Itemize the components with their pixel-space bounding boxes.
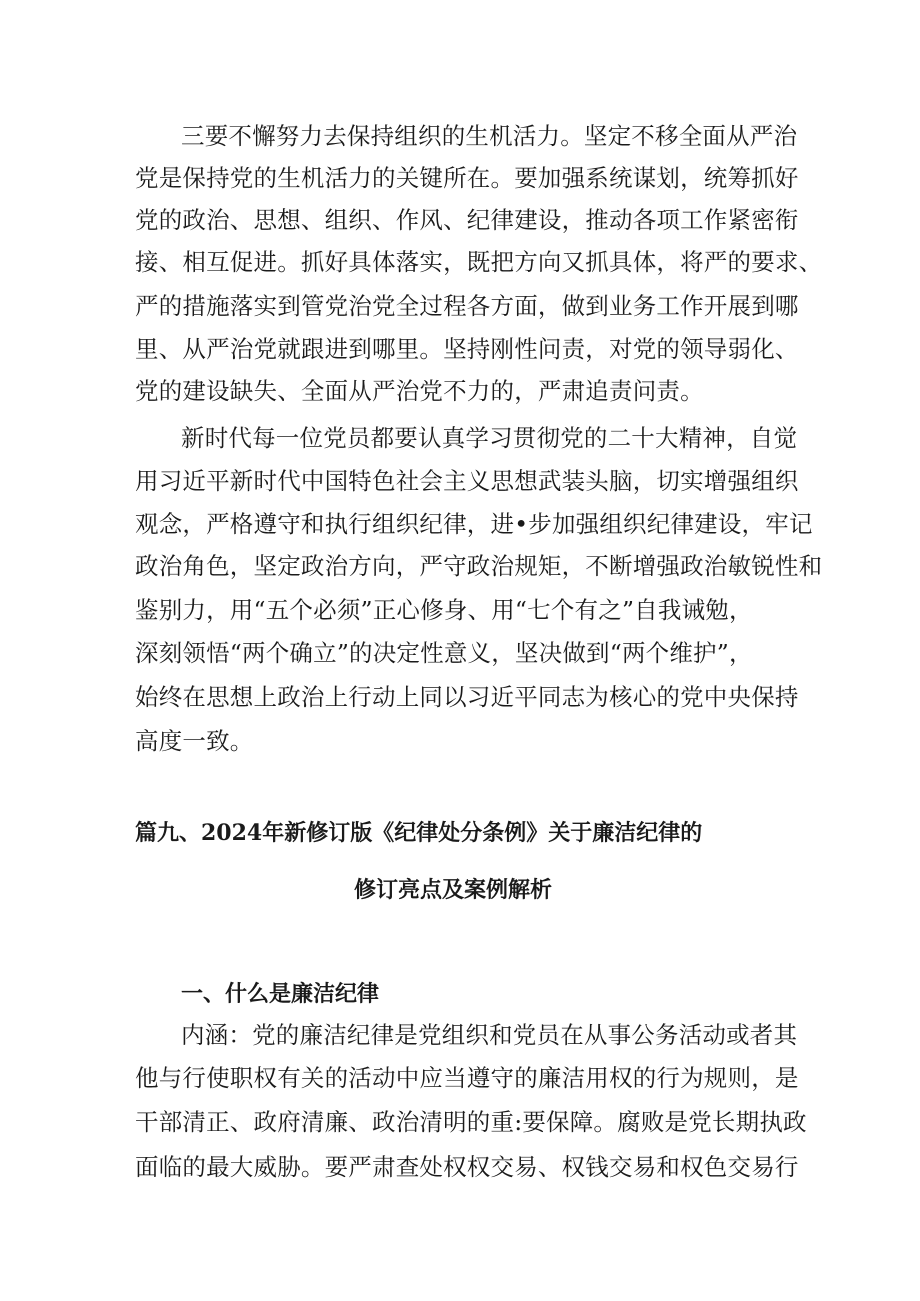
chapter-title-line-1: 篇九、2024年新修订版《纪律处分条例》关于廉洁纪律的 — [135, 820, 703, 846]
paragraph-line: 始终在思想上政治上行动上同以习近平同志为核心的党中央保持 — [135, 683, 799, 711]
paragraph-line: 干部清正、政府清廉、政治清明的重:要保障。腐败是党长期执政 — [135, 1108, 807, 1136]
paragraph-line: 高度一致。 — [135, 727, 254, 755]
chapter-title-line-2: 修订亮点及案例解析 — [354, 877, 553, 903]
paragraph-line: 党的政治、思想、组织、作风、纪律建设，推动各项工作紧密衔 — [135, 206, 799, 234]
paragraph-line: 接、相互促进。抓好具体落实，既把方向又抓具体，将严的要求、 — [135, 248, 823, 276]
paragraph-line: 观念，严格遵守和执行组织纪律，进•步加强组织纪律建设，牢记 — [135, 510, 813, 538]
paragraph-line: 深刻领悟“两个确立”的决定性意义，坚决做到“两个维护”， — [135, 639, 753, 667]
paragraph-line: 新时代每一位党员都要认真学习贯彻党的二十大精神，自觉 — [181, 424, 798, 452]
paragraph-line: 政治角色，坚定政治方向，严守政治规矩，不断增强政治敏锐性和 — [135, 552, 823, 580]
paragraph-line: 鉴别力，用“五个必须”正心修身、用“七个有之”自我诫勉， — [135, 596, 753, 624]
paragraph-line: 三要不懈努力去保持组织的生机活力。坚定不移全面从严治 — [181, 122, 798, 150]
paragraph-line: 严的措施落实到管党治党全过程各方面，做到业务工作开展到哪 — [135, 292, 799, 320]
paragraph-line: 面临的最大威胁。要严肃查处权权交易、权钱交易和权色交易行 — [135, 1153, 799, 1181]
paragraph-line: 党的建设缺失、全面从严治党不力的，严肃追责问责。 — [135, 377, 704, 405]
paragraph-line: 党是保持党的生机活力的关键所在。要加强系统谋划，统筹抓好 — [135, 164, 799, 192]
paragraph-line: 他与行使职权有关的活动中应当遵守的廉洁用权的行为规则，是 — [135, 1064, 799, 1092]
section-heading: 一、什么是廉洁纪律 — [181, 981, 380, 1007]
paragraph-line: 内涵：党的廉洁纪律是党组织和党员在从事公务活动或者其 — [181, 1021, 798, 1049]
paragraph-line: 用习近平新时代中国特色社会主义思想武装头脑，切实增强组织 — [135, 467, 799, 495]
paragraph-line: 里、从严治党就跟进到哪里。坚持刚性问责，对党的领导弱化、 — [135, 335, 799, 363]
